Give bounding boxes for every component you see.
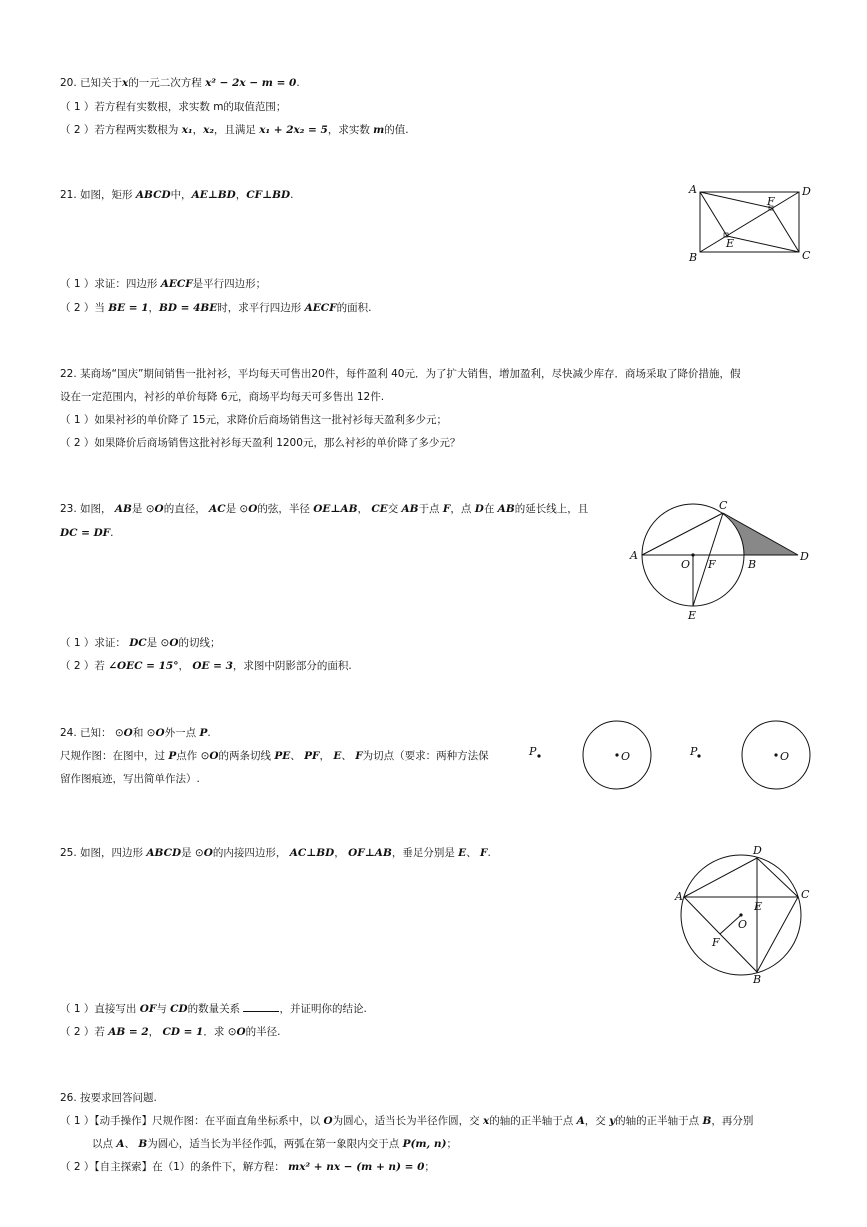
q25-label-o: O — [738, 918, 748, 931]
q21-label-a: A — [689, 183, 697, 196]
q21-stem: 21. 如图，矩形 ABCD中，AE⊥BD，CF⊥BD. — [60, 189, 294, 201]
q20-stem: 20. 已知关于x的一元二次方程 x² − 2x − m = 0. — [60, 77, 300, 89]
q23-label-b: B — [748, 558, 757, 571]
q23-label-d: D — [800, 550, 809, 563]
q23-part1: （ 1 ）求证： DC是 ⊙O的切线； — [60, 637, 221, 649]
q21-label-b: B — [689, 251, 698, 264]
q22-part2: （ 2 ）如果降价后商场销售这批衬衫每天盈利 1200元，那么衬衫的单价降了多少元？ — [60, 437, 461, 449]
q23-stem-line1: 23. 如图， AB是 ⊙O的直径， AC是 ⊙O的弦，半径 OE⊥AB， CE交 AB于点 F，点 D在 AB的延长线上，且 — [60, 503, 589, 515]
q20-part2: （ 2 ）若方程两实数根为 x₁，x₂，且满足 x₁ + 2x₂ = 5，求实数 m的值. — [60, 124, 409, 136]
q25-label-b: B — [753, 973, 762, 986]
q26-stem: 26. 按要求回答问题. — [60, 1092, 157, 1104]
q21-part2: （ 2 ）当 BE = 1，BD = 4BE时，求平行四边形 AECF的面积. — [60, 302, 372, 314]
q21-label-d: D — [802, 185, 811, 198]
q25-label-c: C — [801, 888, 810, 901]
q23-label-a: A — [630, 549, 638, 562]
q24-stem-line3: 留作图痕迹，写出简单作法）. — [60, 773, 200, 785]
q24-stem-line1: 24. 已知： ⊙O和 ⊙O外一点 P. — [60, 727, 211, 739]
q26-part2: （ 2 ）【自主探索】在（1）的条件下，解方程： mx² + nx − (m + n) = 0； — [60, 1161, 435, 1173]
q23-label-e: E — [688, 609, 697, 622]
q24-label-o2: O — [780, 750, 790, 763]
q23-stem-line2: DC = DF. — [60, 527, 114, 539]
q26-part1-line2: 以点 A、 B为圆心，适当长为半径作弧，两弧在第一象限内交于点 P(m, n)； — [92, 1138, 457, 1150]
q22-part1: （ 1 ）如果衬衫的单价降了 15元，求降价后商场销售这一批衬衫每天盈利多少元； — [60, 414, 448, 426]
q22-stem-line2: 设在一定范围内，衬衫的单价每降 6元，商场平均每天可多售出 12件. — [60, 391, 385, 403]
q25-label-d: D — [753, 844, 762, 857]
q25-label-a: A — [675, 890, 683, 903]
q23-label-c: C — [719, 499, 728, 512]
q24-stem-line2: 尺规作图：在图中，过 P点作 ⊙O的两条切线 PE、 PF， E、 F为切点（要求：两种方法保 — [60, 750, 489, 762]
q25-label-e: E — [754, 900, 763, 913]
q24-label-p2: P — [690, 745, 698, 758]
q22-stem-line1: 22. 某商场“国庆”期间销售一批衬衫，平均每天可售出20件，每件盈利 40元．为了扩大销售，增加盈利，尽快减少库存．商场采取了降价措施，假 — [60, 368, 741, 380]
q21-label-e: E — [726, 237, 735, 250]
q23-part2: （ 2 ）若 ∠OEC = 15°， OE = 3，求图中阴影部分的面积. — [60, 660, 352, 672]
q25-label-f: F — [712, 936, 720, 949]
q26-part1-line1: （ 1 ）【动手操作】尺规作图：在平面直角坐标系中，以 O为圆心，适当长为半径作圆，交 x的轴的正半轴于点 A，交 y的轴的正半轴于点 B，再分别 — [60, 1115, 754, 1127]
answer-blank — [243, 1002, 279, 1012]
q21-label-f: F — [767, 195, 775, 208]
q21-label-c: C — [802, 249, 811, 262]
q24-label-p1: P — [529, 745, 537, 758]
q21-part1: （ 1 ）求证：四边形 AECF是平行四边形； — [60, 278, 267, 290]
q25-stem: 25. 如图，四边形 ABCD是 ⊙O的内接四边形， AC⊥BD， OF⊥AB，垂足分别是 E、 F. — [60, 847, 491, 859]
q23-label-f: F — [708, 558, 716, 571]
q20-part1: （ 1 ）若方程有实数根，求实数 m的取值范围； — [60, 101, 287, 113]
q23-label-o: O — [681, 558, 691, 571]
q25-part1: （ 1 ）直接写出 OF与 CD的数量关系 ，并证明你的结论. — [60, 1003, 367, 1015]
q25-part2: （ 2 ）若 AB = 2， CD = 1．求 ⊙O的半径. — [60, 1026, 281, 1038]
q24-label-o1: O — [621, 750, 631, 763]
